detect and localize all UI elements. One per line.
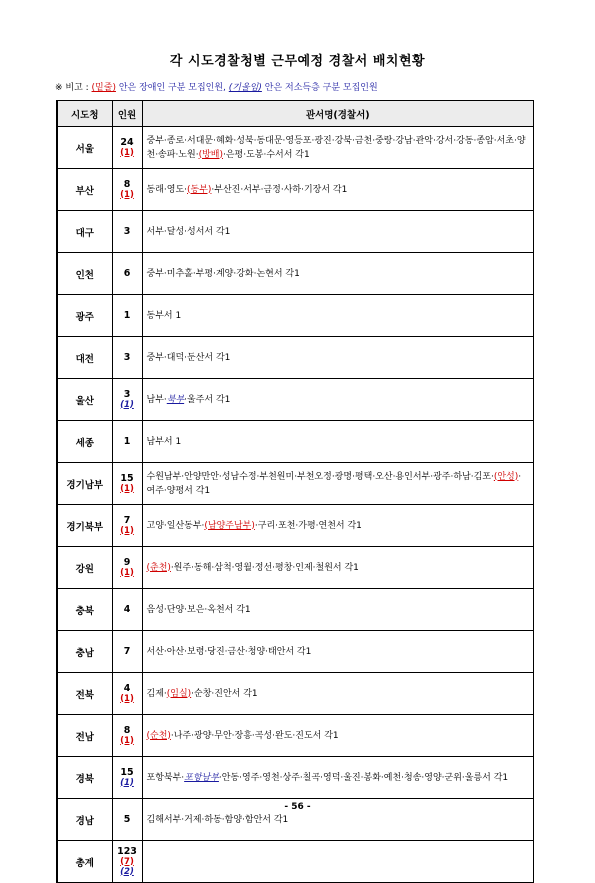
- total-count-cell: [112, 841, 142, 883]
- note-prefix: ※ 비고 :: [55, 83, 92, 93]
- count-value: 3: [123, 351, 131, 363]
- table-row: [57, 757, 534, 799]
- count-cell: [112, 673, 142, 715]
- count-cell: [112, 421, 142, 463]
- station-text: 음성·단양·보은·옥천서 각1: [146, 604, 251, 615]
- station-quota-red: (춘천): [146, 562, 171, 573]
- station-text: ·울주서 각1: [184, 394, 231, 405]
- count-value: 3: [123, 225, 131, 237]
- total-row: [57, 841, 534, 883]
- table-row: [57, 253, 534, 295]
- table-row: [57, 463, 534, 505]
- stations-cell: [142, 169, 534, 211]
- station-text: 포항북부·: [146, 772, 185, 783]
- table-header-row: [57, 101, 534, 127]
- table-row: [57, 295, 534, 337]
- region-cell: 광주: [57, 295, 112, 337]
- count-cell: [112, 757, 142, 799]
- region-cell: 충남: [57, 631, 112, 673]
- count-value: 6: [123, 267, 131, 279]
- station-text: 고양·일산동부·: [146, 520, 205, 531]
- count-value: 15: [120, 472, 134, 484]
- station-text: 중부·대덕·둔산서 각1: [146, 352, 231, 363]
- station-text: ·은평·도봉·수서서 각1: [222, 149, 310, 160]
- stations-cell: [142, 211, 534, 253]
- count-value: 4: [123, 682, 131, 694]
- quota-subcount: (1): [120, 567, 134, 578]
- page-title: 각 시도경찰청별 근무예정 경찰서 배치현황: [169, 54, 426, 69]
- header-region: 시도청: [57, 101, 112, 127]
- station-text: ·여주·양평서 각1: [146, 471, 522, 496]
- station-quota-blue: 북부: [166, 394, 185, 405]
- stations-cell: [142, 379, 534, 421]
- stations-cell: [142, 547, 534, 589]
- station-text: ·부산진·서부·금정·사하·기장서 각1: [211, 184, 348, 195]
- stations-cell: [142, 673, 534, 715]
- stations-cell: [142, 505, 534, 547]
- count-cell: [112, 463, 142, 505]
- stations-cell: [142, 463, 534, 505]
- quota-subcount: (1): [120, 735, 134, 746]
- region-cell: 서울: [57, 127, 112, 169]
- header-count: 인원: [112, 101, 142, 127]
- stations-cell: [142, 421, 534, 463]
- table-row: [57, 547, 534, 589]
- station-text: 김제·: [146, 688, 167, 699]
- stations-cell: [142, 127, 534, 169]
- station-text: 중부·종로·서대문·혜화·성북·동대문·영등포·광진·강북·금천·중랑·강남·관악·강서·강동·종암·서초·양천·송파·노원·: [146, 135, 526, 160]
- total-lowincome-quota: (2): [120, 866, 134, 877]
- table-row: [57, 715, 534, 757]
- stations-cell: [142, 631, 534, 673]
- count-value: 15: [120, 766, 134, 778]
- region-cell: 경남: [57, 799, 112, 841]
- count-cell: [112, 211, 142, 253]
- total-label: 총계: [57, 841, 112, 883]
- region-cell: 전북: [57, 673, 112, 715]
- region-cell: 부산: [57, 169, 112, 211]
- count-cell: [112, 547, 142, 589]
- table-row: [57, 211, 534, 253]
- station-quota-red: (임실): [166, 688, 192, 699]
- note-mid: 안은 장애인 구분 모집인원,: [115, 83, 229, 93]
- note-suffix: 안은 저소득층 구분 모집인원: [261, 83, 378, 93]
- total-count: 123: [117, 845, 137, 857]
- region-cell: 대전: [57, 337, 112, 379]
- quota-subcount: (1): [120, 483, 134, 494]
- count-cell: [112, 379, 142, 421]
- count-cell: [112, 505, 142, 547]
- count-cell: [112, 589, 142, 631]
- table-row: [57, 379, 534, 421]
- count-value: 1: [123, 309, 131, 321]
- region-cell: 세종: [57, 421, 112, 463]
- count-cell: [112, 715, 142, 757]
- count-value: 8: [123, 178, 131, 190]
- station-text: 동래·영도·: [146, 184, 187, 195]
- stations-cell: [142, 337, 534, 379]
- station-text: ·나주·광양·무안·장흥·곡성·완도·진도서 각1: [170, 730, 339, 741]
- count-cell: [112, 295, 142, 337]
- table-row: [57, 505, 534, 547]
- station-quota-red: (방배): [198, 149, 223, 160]
- table-row: [57, 421, 534, 463]
- stations-cell: [142, 295, 534, 337]
- station-text: 남부·: [146, 394, 167, 405]
- count-value: 7: [123, 514, 131, 526]
- stations-cell: [142, 253, 534, 295]
- quota-subcount: (1): [120, 399, 134, 410]
- legend-note: [55, 80, 378, 93]
- region-cell: 전남: [57, 715, 112, 757]
- stations-cell: [142, 757, 534, 799]
- quota-subcount: (1): [120, 189, 134, 200]
- region-cell: 경북: [57, 757, 112, 799]
- count-cell: [112, 253, 142, 295]
- count-value: 24: [120, 136, 134, 148]
- stations-cell: [142, 715, 534, 757]
- station-text: 서부·달성·성서서 각1: [146, 226, 231, 237]
- quota-subcount: (1): [120, 147, 134, 158]
- table-body: [57, 127, 534, 883]
- station-text: 김해서부·거제·하동·함양·함안서 각1: [146, 814, 289, 825]
- region-cell: 충북: [57, 589, 112, 631]
- station-quota-blue: 포항남부: [184, 772, 219, 783]
- page-number: - 56 -: [284, 802, 311, 812]
- region-cell: 인천: [57, 253, 112, 295]
- table-row: [57, 127, 534, 169]
- count-value: 7: [123, 645, 131, 657]
- table-row: [57, 673, 534, 715]
- count-value: 9: [123, 556, 131, 568]
- station-quota-red: (순천): [146, 730, 171, 741]
- station-quota-red: (안성): [493, 471, 519, 482]
- station-quota-red: (동부): [187, 184, 212, 195]
- count-value: 8: [123, 724, 131, 736]
- station-quota-red: (남양주남부): [204, 520, 255, 531]
- count-value: 4: [123, 603, 131, 615]
- total-disabled-quota: (7): [120, 856, 134, 867]
- region-cell: 대구: [57, 211, 112, 253]
- station-text: 중부·미추홀·부평·계양·강화·논현서 각1: [146, 268, 300, 279]
- station-text: 남부서 1: [146, 436, 182, 447]
- count-cell: [112, 169, 142, 211]
- table-row: [57, 337, 534, 379]
- note-blue-mark: (기울임): [228, 83, 262, 93]
- station-text: ·순창·진안서 각1: [191, 688, 258, 699]
- table-row: [57, 589, 534, 631]
- header-stations: 관서명(경찰서): [142, 101, 534, 127]
- station-table: [56, 100, 534, 883]
- region-cell: 울산: [57, 379, 112, 421]
- table-row: [57, 169, 534, 211]
- note-red-mark: (밑줄): [91, 83, 116, 93]
- stations-cell: [142, 589, 534, 631]
- count-cell: [112, 631, 142, 673]
- station-text: 동부서 1: [146, 310, 182, 321]
- count-value: 1: [123, 435, 131, 447]
- quota-subcount: (1): [120, 525, 134, 536]
- station-text: ·원주·동해·삼척·영월·정선·평창·인제·철원서 각1: [170, 562, 359, 573]
- quota-subcount: (1): [120, 693, 134, 704]
- region-cell: 경기북부: [57, 505, 112, 547]
- count-value: 3: [123, 388, 131, 400]
- count-cell: [112, 127, 142, 169]
- table-row: [57, 631, 534, 673]
- station-text: 서산·아산·보령·당진·금산·청양·태안서 각1: [146, 646, 312, 657]
- station-text: 수원남부·안양만안·성남수정·부천원미·부천오정·광명·평택·오산·용인서부·광주·하남·김포·: [146, 471, 494, 482]
- quota-subcount: (1): [120, 777, 134, 788]
- station-text: ·안동·영주·영천·상주·칠곡·영덕·울진·봉화·예천·청송·영양·군위·울릉서 각1: [218, 772, 509, 783]
- station-text: ·구리·포천·가평·연천서 각1: [254, 520, 362, 531]
- region-cell: 강원: [57, 547, 112, 589]
- region-cell: 경기남부: [57, 463, 112, 505]
- count-cell: [112, 337, 142, 379]
- total-empty-cell: [142, 841, 534, 883]
- count-value: 5: [123, 813, 131, 825]
